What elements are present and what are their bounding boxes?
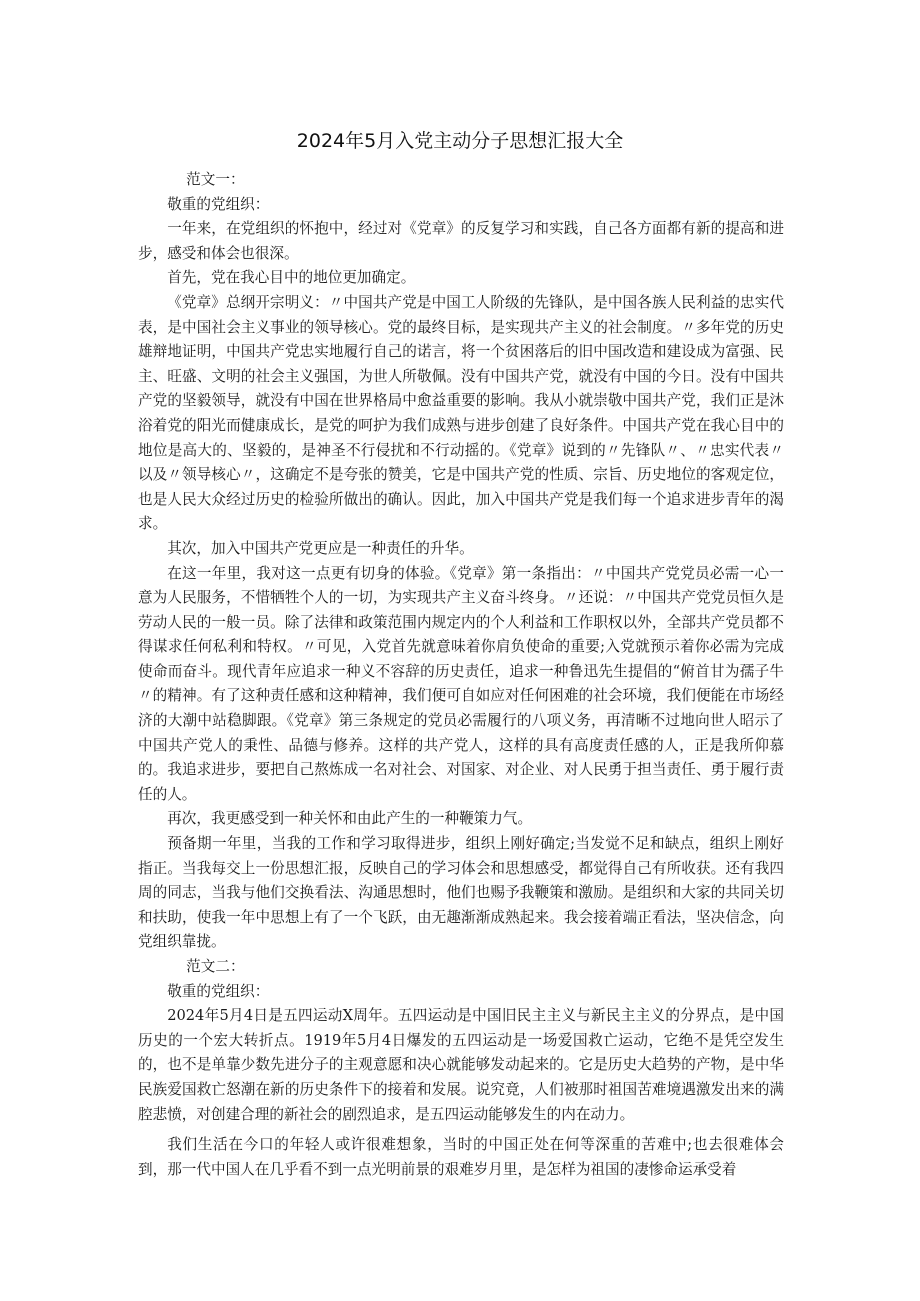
document-title: 2024年5月入党主动分子思想汇报大全 <box>296 130 624 152</box>
paragraph: 预备期一年里，当我的工作和学习取得进步，组织上刚好确定;当发觉不足和缺点，组织上刚好指正。当我每交上一份思想汇报，反映自己的学习体会和思想感受，都觉得自己有所收获。还有我四周的同志，当我与他们交换看法、沟通思想时，他们也赐予我鞭策和激励。是组织和大家的共同关切和扶助，使我一年中思想上有了一个飞跃，由无趣渐渐成熟起来。我会接着端正看法，坚决信念，向党组织靠拢。 <box>138 835 784 951</box>
paragraph: 一年来，在党组织的怀抱中，经过对《党章》的反复学习和实践，自己各方面都有新的提高和进步，感受和体会也很深。 <box>138 220 784 262</box>
paragraph: 首先，党在我心目中的地位更加确定。 <box>167 269 416 287</box>
paragraph: 《党章》总纲开宗明义：〃中国共产党是中国工人阶级的先锋队，是中国各族人民利益的忠实代表，是中国社会主义事业的领导核心。党的最终目标，是实现共产主义的社会制度。〃多年党的历史雄辩地证明，中国共产党忠实地履行自己的诺言，将一个贫困落后的旧中国改造和建设成为富强、民主、旺盛、文明的社会主义强国，为世人所敬佩。没有中国共产党，就没有中国的今日。没有中国共产党的坚毅领导，就没有中国在世界格局中愈益重要的影响。我从小就崇敬中国共产党，我们正是沐浴着党的阳光而健康成长，是党的呵护为我们成熟与进步创建了良好条件。中国共产党在我心目中的地位是高大的、坚毅的，是神圣不行侵扰和不行动摇的。《党章》说到的〃先锋队〃、〃忠实代表〃以及〃领导核心〃，这确定不是夸张的赞美，它是中国共产党的性质、宗旨、历史地位的客观定位，也是人民大众经过历史的检验所做出的确认。因此，加入中国共产党是我们每一个追求进步青年的渴求。 <box>138 293 784 533</box>
paragraph: 2024年5月4日是五四运动X周年。五四运动是中国旧民主主义与新民主主义的分界点，是中国历史的一个宏大转折点。1919年5月4日爆发的五四运动是一场爱国救亡运动，它绝不是凭空发生的，也不是单靠少数先进分子的主观意愿和决心就能够发动起来的。它是历史大趋势的产物，是中华民族爱国救亡怒潮在新的历史条件下的接着和发展。说究竟，人们被那时祖国苦难境遇激发出来的满腔悲愤，对创建合理的新社会的剧烈追求，是五四运动能够发生的内在动力。 <box>138 1007 784 1123</box>
section-heading: 范文一： <box>186 171 245 188</box>
paragraph: 敬重的党组织： <box>167 982 270 1000</box>
paragraph: 在这一年里，我对这一点更有切身的体验。《党章》第一条指出：〃中国共产党党员必需一心一意为人民服务，不惜牺牲个人的一切，为实现共产主义奋斗终身。〃还说：〃中国共产党党员恒久是劳动人民的一般一员。除了法律和政策范围内规定内的个人利益和工作职权以外，全部共产党员都不得谋求任何私利和特权。〃可见，入党首先就意味着你肩负使命的重要;入党就预示着你必需为完成使命而奋斗。现代青年应追求一种义不容辞的历史责任，追求一种鲁迅先生提倡的“俯首甘为孺子牛〃的精神。有了这种责任感和这种精神，我们便可自如应对任何困难的社会环境，我们便能在市场经济的大潮中站稳脚跟。《党章》第三条规定的党员必需履行的八项义务，再清晰不过地向世人昭示了中国共产党人的秉性、品德与修养。这样的共产党人，这样的具有高度责任感的人，正是我所仰慕的。我追求进步，要把自己熬炼成一名对社会、对国家、对企业、对人民勇于担当责任、勇于履行责任的人。 <box>138 564 784 803</box>
document-body <box>138 168 784 1182</box>
paragraph: 其次，加入中国共产党更应是一种责任的升华。 <box>167 539 474 557</box>
paragraph: 我们生活在今口的年轻人或许很难想象，当时的中国正处在何等深重的苦难中;也去很难体会到，那一代中国人在几乎看不到一点光明前景的艰难岁月里，是怎样为祖国的凄惨命运承受着 <box>138 1136 784 1178</box>
section-heading: 范文二： <box>186 958 245 975</box>
paragraph: 再次，我更感受到一种关怀和由此产生的一种鞭策力气。 <box>167 810 533 828</box>
paragraph: 敬重的党组织： <box>167 195 270 213</box>
